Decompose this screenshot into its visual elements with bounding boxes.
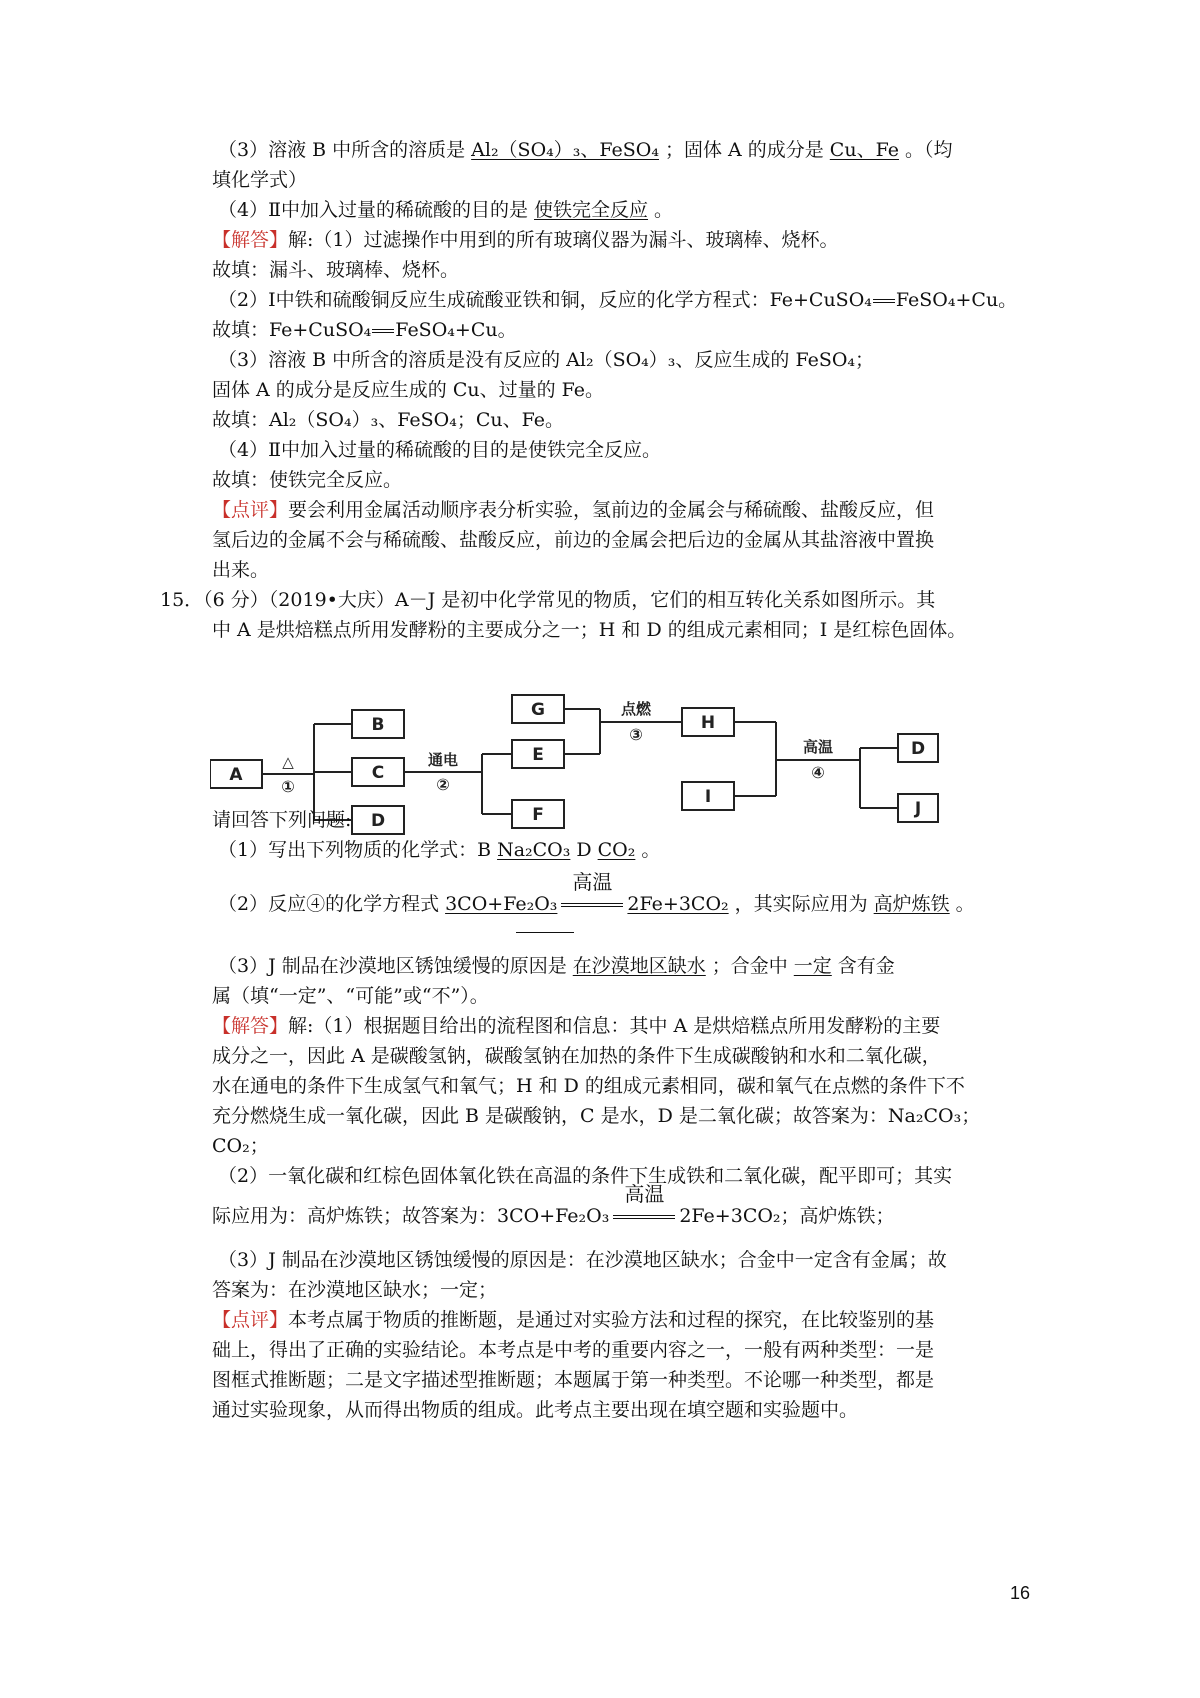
q15-solution-1-line1: 【解答】解:（1）根据题目给出的流程图和信息：其中 A 是烘焙糕点所用发酵粉的主要 <box>212 1015 941 1037</box>
arrow2-condition: 通电 <box>427 751 459 769</box>
q15-solution-1-line2: 成分之一，因此 A 是碳酸氢钠，碳酸氢钠在加热的条件下生成碳酸钠和水和二氧化碳， <box>212 1045 941 1067</box>
q14-solution-2-answer: 故填：Fe+CuSO₄ FeSO₄+Cu。 <box>212 319 517 341</box>
q15-part3-line2: 属（填“一定”、“可能”或“不”）。 <box>212 985 489 1007</box>
q15-review-2: 础上，得出了正确的实验结论。本考点是中考的重要内容之一，一般有两种类型：一是 <box>212 1339 935 1361</box>
answer-alloy: 一定 <box>793 955 832 977</box>
q15-part3-line1: （3）J 制品在沙漠地区锈蚀缓慢的原因是 在沙漠地区缺水 ；合金中 一定 含有金 <box>218 955 895 977</box>
q14-solution-1: 【解答】解:（1）过滤操作中用到的所有玻璃仪器为漏斗、玻璃棒、烧杯。 <box>212 229 839 251</box>
q15-prompt: 请回答下列问题: <box>212 809 352 831</box>
q14-part3-line1: （3）溶液 B 中所含的溶质是 Al₂（SO₄）₃、FeSO₄ ；固体 A 的成分是 Cu、Fe 。（均 <box>218 139 953 161</box>
q15-stem-2: 中 A 是烘焙糕点所用发酵粉的主要成分之一；H 和 D 的组成元素相同；I 是红棕色固体。 <box>212 619 967 641</box>
box-d-label: D <box>370 811 386 831</box>
arrow2-number: ② <box>436 775 450 794</box>
arrow3-condition: 点燃 <box>620 700 652 718</box>
q14-solution-4: （4）Ⅱ中加入过量的稀硫酸的目的是使铁完全反应。 <box>218 439 662 461</box>
arrow1-number: ① <box>281 777 295 796</box>
box-d2-label: D <box>910 739 926 759</box>
q14-part3-line2: 填化学式） <box>212 169 308 191</box>
equation-condition: 高温 <box>557 892 627 916</box>
box-f-label: F <box>532 805 544 825</box>
box-h-label: H <box>700 713 716 733</box>
box-c-label: C <box>371 763 385 783</box>
answer-solid-a: Cu、Fe <box>829 139 899 161</box>
q14-solution-3-answer: 故填：Al₂（SO₄）₃、FeSO₄；Cu、Fe。 <box>212 409 565 431</box>
answer-equation: 3CO+Fe₂O₃ 高温 2Fe+3CO₂ <box>445 870 729 915</box>
box-a-label: A <box>229 765 243 785</box>
q15-solution-3-line2: 答案为：在沙漠地区缺水；一定； <box>212 1279 498 1301</box>
answer-b: Na₂CO₃ <box>497 839 571 861</box>
q15-review-4: 通过实验现象，从而得出物质的组成。此考点主要出现在填空题和实验题中。 <box>212 1399 859 1421</box>
q14-review-3: 出来。 <box>212 559 270 581</box>
arrow4-condition: 高温 <box>802 738 834 756</box>
solution-tag: 【解答】 <box>212 1015 289 1037</box>
box-b-label: B <box>371 715 385 735</box>
q14-solution-2: （2）Ⅰ中铁和硫酸铜反应生成硫酸亚铁和铜，反应的化学方程式：Fe+CuSO₄ FeSO₄+Cu。 <box>218 289 1018 311</box>
q14-review-2: 氢后边的金属不会与稀硫酸、盐酸反应，前边的金属会把后边的金属从其盐溶液中置换 <box>212 529 935 551</box>
solution-tag: 【解答】 <box>212 229 289 251</box>
q15-part1: （1）写出下列物质的化学式：B Na₂CO₃ D CO₂ 。 <box>218 839 661 861</box>
equation-double-line <box>372 329 394 333</box>
box-g-label: G <box>531 700 545 720</box>
arrow1-condition: △ <box>282 753 294 771</box>
answer-purpose: 使铁完全反应 <box>534 199 649 221</box>
q14-solution-3-line2: 固体 A 的成分是反应生成的 Cu、过量的 Fe。 <box>212 379 605 401</box>
q15-solution-1-line5: CO₂； <box>212 1135 269 1157</box>
answer-solutes: Al₂（SO₄）₃、FeSO₄ <box>471 139 659 161</box>
q15-solution-2-line2: 际应用为：高炉炼铁；故答案为：3CO+Fe₂O₃ 高温 2Fe+3CO₂；高炉炼铁； <box>212 1182 895 1227</box>
box-i-label: I <box>704 787 712 807</box>
answer-underline <box>516 932 574 933</box>
equation-condition: 高温 <box>609 1204 679 1228</box>
q14-solution-3-line1: （3）溶液 B 中所含的溶质是没有反应的 Al₂（SO₄）₃、反应生成的 FeSO₄； <box>218 349 875 371</box>
equation-double-line <box>873 299 895 303</box>
box-j-label: J <box>914 799 922 819</box>
q15-solution-1-line3: 水在通电的条件下生成氢气和氧气；H 和 D 的组成元素相同，碳和氧气在点燃的条件下不 <box>212 1075 965 1097</box>
q15-stem-1: 15．（6 分）（2019•大庆）A－J 是初中化学常见的物质，它们的相互转化关系如图所示。其 <box>160 589 936 611</box>
q15-part2: （2）反应④的化学方程式 3CO+Fe₂O₃ 高温 2Fe+3CO₂ ，其实际应用为 高炉炼铁 。 <box>218 870 975 915</box>
q15-solution-1-line4: 充分燃烧生成一氧化碳，因此 B 是碳酸钠，C 是水，D 是二氧化碳；故答案为：Na₂CO₃； <box>212 1105 981 1127</box>
answer-use: 高炉炼铁 <box>873 893 950 915</box>
review-tag: 【点评】 <box>212 499 289 521</box>
q14-part4: （4）Ⅱ中加入过量的稀硫酸的目的是 使铁完全反应 。 <box>218 199 674 221</box>
q14-solution-1-answer: 故填：漏斗、玻璃棒、烧杯。 <box>212 259 460 281</box>
q15-review-1: 【点评】本考点属于物质的推断题，是通过对实验方法和过程的探究，在比较鉴别的基 <box>212 1309 935 1331</box>
arrow3-number: ③ <box>629 725 643 744</box>
review-tag: 【点评】 <box>212 1309 289 1331</box>
answer-reason: 在沙漠地区缺水 <box>572 955 706 977</box>
arrow4-number: ④ <box>811 763 825 782</box>
answer-d: CO₂ <box>597 839 636 861</box>
q14-review-1: 【点评】要会利用金属活动顺序表分析实验，氢前边的金属会与稀硫酸、盐酸反应，但 <box>212 499 935 521</box>
page-number: 16 <box>1010 1583 1031 1603</box>
q15-solution-3-line1: （3）J 制品在沙漠地区锈蚀缓慢的原因是：在沙漠地区缺水；合金中一定含有金属；故 <box>218 1249 947 1271</box>
q15-solution-2-line1: （2）一氧化碳和红棕色固体氧化铁在高温的条件下生成铁和二氧化碳，配平即可；其实 <box>218 1165 953 1187</box>
q15-review-3: 图框式推断题；二是文字描述型推断题；本题属于第一种类型。不论哪一种类型，都是 <box>212 1369 935 1391</box>
box-e-label: E <box>532 745 544 765</box>
q14-solution-4-answer: 故填：使铁完全反应。 <box>212 469 403 491</box>
